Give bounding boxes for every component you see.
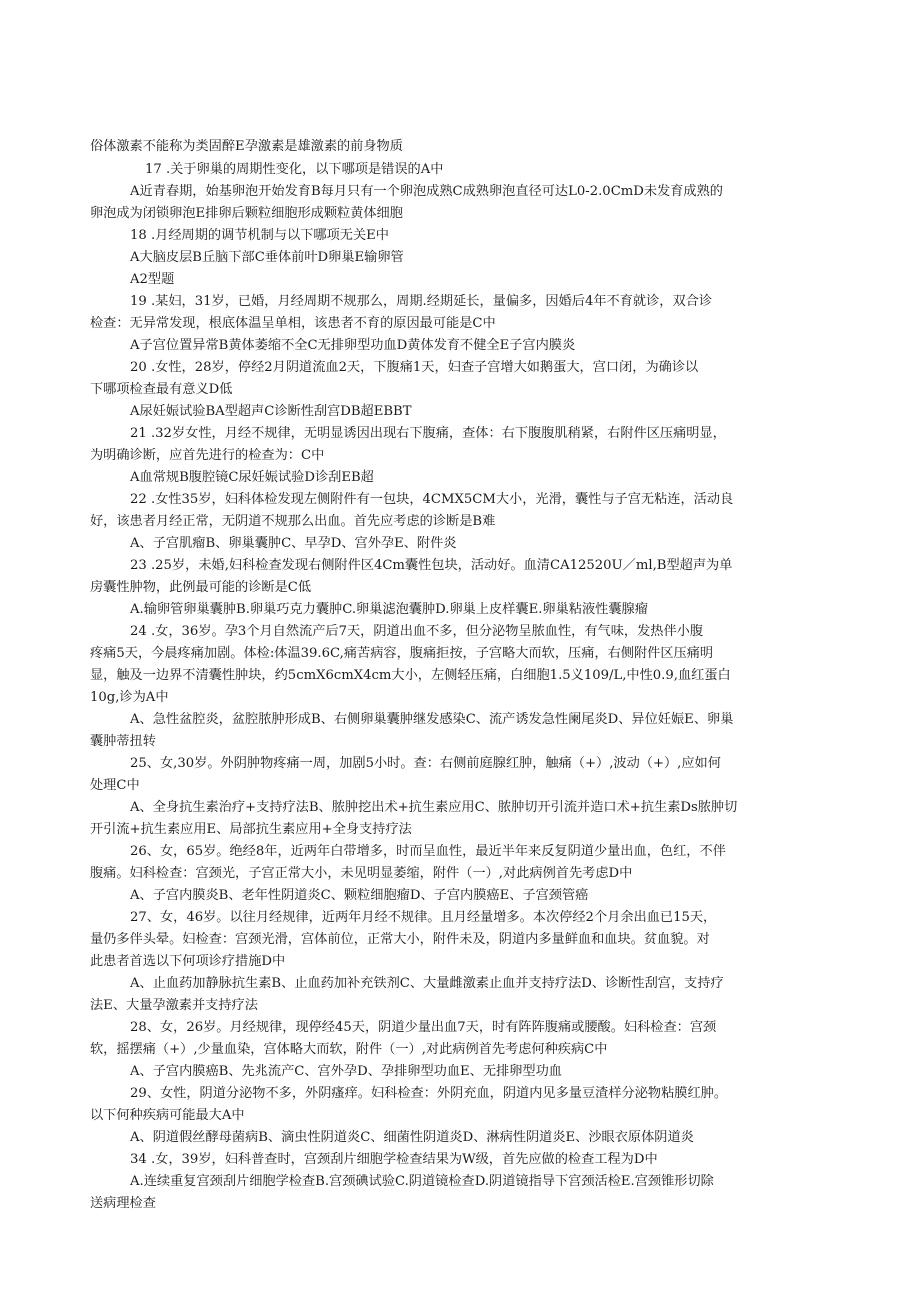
text-line: 疼痛5天，今晨疼痛加剧。体检:体温39.6C,痛苦病容，腹痛拒按，子宫略大而软，压痛，右侧附件区压痛明 xyxy=(90,646,714,661)
text-line: 处理C中 xyxy=(90,778,140,793)
text-line: 27、女，46岁。以往月经规律，近两年月经不规律。且月经量增多。本次停经2个月余出血已15天， xyxy=(130,910,717,925)
text-line: 检查：无异常发现，根底体温呈单相，该患者不育的原因最可能是C中 xyxy=(90,316,496,331)
text-line: 为明确诊断，应首先进行的检查为：C中 xyxy=(90,448,325,463)
text-line: 18 .月经周期的调节机制与以下哪项无关E中 xyxy=(130,228,389,243)
text-line: 腹痛。妇科检查：宫颈光，子宫正常大小，未见明显萎缩，附件（一）,对此病例首先考虑D中 xyxy=(90,866,633,881)
text-line: 俗体激素不能称为类固醉E孕激素是雄激素的前身物质 xyxy=(90,139,403,154)
text-line: 显，触及一边界不清囊性肿块，约5cmX6cmX4cm大小，左侧轻压痛，白细胞1.5义109/L,中性0.9,血红蛋白 xyxy=(90,668,731,683)
text-line: A、急性盆腔炎，盆腔脓肿形成B、右侧卵巢囊肿继发感染C、流产诱发急性阑尾炎D、异位妊娠E、卵巢 xyxy=(130,712,734,727)
text-line: 22 .女性35岁，妇科体检发现左侧附件有一包块，4CMX5CM大小，光滑，囊性与子宫无粘连，活动良 xyxy=(130,492,734,507)
text-line: 10g,诊为A中 xyxy=(90,690,169,705)
text-line: 25、女,30岁。外阴肿物疼痛一周，加剧5小时。查：右侧前庭腺红肿，触痛（+）,波动（+）,应如何 xyxy=(130,756,721,771)
text-line: 量仍多伴头晕。妇检查：宫颈光滑，宫体前位，正常大小，附件未及，阴道内多量鲜血和血块。贫血貌。对 xyxy=(90,932,710,947)
text-line: 开引流+抗生素应用E、局部抗生素应用+全身支持疗法 xyxy=(90,822,412,837)
text-line: 29、女性，阴道分泌物不多，外阴瘙痒。妇科检查：外阴充血，阴道内见多量豆渣样分泌物粘膜红肿。 xyxy=(130,1086,728,1101)
text-line: A大脑皮层B丘脑下部C垂体前叶D卵巢E输卵管 xyxy=(130,250,404,265)
text-line: 17 .关于卵巢的周期性变化，以下哪项是错误的A中 xyxy=(145,162,444,177)
text-line: A近青春期，始基卵泡开始发育B每月只有一个卵泡成熟C成熟卵泡直径可达L0-2.0CmD未发育成熟的 xyxy=(130,184,723,199)
text-line: 法E、大量孕激素并支持疗法 xyxy=(90,998,258,1013)
text-line: A、止血药加静脉抗生素B、止血药加补充铁剂C、大量雌激素止血并支持疗法D、诊断性刮宫，支持疗 xyxy=(130,976,724,991)
text-line: 卵泡成为闭锁卵泡E排卵后颗粒细胞形成颗粒黄体细胞 xyxy=(90,206,403,221)
text-line: 23 .25岁，未婚,妇科检查发现右侧附件区4Cm囊性包块，活动好。血清CA12520U／ml,B型超声为单 xyxy=(130,558,733,573)
text-line: 好，该患者月经正常，无阴道不规那么出血。首先应考虑的诊断是B难 xyxy=(90,514,496,529)
text-line: 送病理检查 xyxy=(90,1196,156,1211)
text-line: 19 .某妇，31岁，已婚，月经周期不规那么，周期.经期延长，量偏多，因婚后4年不育就诊，双合诊 xyxy=(130,294,713,309)
text-line: 24 .女，36岁。孕3个月自然流产后7天，阴道出血不多，但分泌物呈脓血性，有气味，发热伴小腹 xyxy=(130,624,704,639)
text-line: 26、女，65岁。绝经8年，近两年白带增多，时而呈血性，最近半年来反复阴道少量出血，色红，不伴 xyxy=(130,844,726,859)
text-line: A、全身抗生素治疗+支持疗法B、脓肿挖出术+抗生素应用C、脓肿切开引流并造口术+抗生素Ds脓肿切 xyxy=(130,800,738,815)
text-line: A2型题 xyxy=(130,272,175,287)
text-line: A、子宫肌瘤B、卵巢囊肿C、早孕D、宫外孕E、附件炎 xyxy=(130,536,457,551)
text-line: 34 .女，39岁，妇科普查时，宫颈刮片细胞学检查结果为W级，首先应做的检查工程为D中 xyxy=(130,1152,658,1167)
text-line: A.输卵管卵巢囊肿B.卵巢巧克力囊肿C.卵巢滤泡囊肿D.卵巢上皮样囊E.卵巢粘液性囊腺瘤 xyxy=(130,602,648,617)
text-line: 囊肿蒂扭转 xyxy=(90,734,156,749)
text-line: 此患者首选以下何项诊疗措施D中 xyxy=(90,954,286,969)
text-line: A子宫位置异常B黄体萎缩不全C无排卵型功血D黄体发育不健全E子宫内膜炎 xyxy=(130,338,576,353)
text-line: A、子宫内膜炎B、老年性阴道炎C、颗粒细胞瘤D、子宫内膜癌E、子宫颈管癌 xyxy=(130,888,589,903)
text-line: 20 .女性，28岁，停经2月阴道流血2天，下腹痛1天，妇查子宫增大如鹅蛋大，宫口闭，为确诊以 xyxy=(130,360,699,375)
text-line: 28、女，26岁。月经规律，现停经45天，阴道少量出血7天，时有阵阵腹痛或腰酸。妇科检查：宫颈 xyxy=(130,1020,717,1035)
text-line: A、阴道假丝酵母菌病B、滴虫性阴道炎C、细菌性阴道炎D、淋病性阴道炎E、沙眼衣原体阴道炎 xyxy=(130,1130,694,1145)
text-line: 以下何种疾病可能最大A中 xyxy=(90,1108,245,1123)
text-line: 软，摇摆痛（+）,少量血染，宫体略大而软，附件（一）,对此病例首先考虑何种疾病C中 xyxy=(90,1042,608,1057)
text-line: A.连续重复宫颈刮片细胞学检查B.宫颈碘试验C.阴道镜检查D.阴道镜指导下宫颈活检E.宫颈锥形切除 xyxy=(130,1174,714,1189)
text-line: 房囊性肿物，此例最可能的诊断是C低 xyxy=(90,580,312,595)
text-line: A血常规B腹腔镜C尿妊娠试验D诊刮EB超 xyxy=(130,470,374,485)
text-line: 21 .32岁女性，月经不规律，无明显诱因出现右下腹痛，查体：右下腹腹肌稍紧，右附件区压痛明显， xyxy=(130,426,726,441)
text-line: A、子宫内膜癌B、先兆流产C、宫外孕D、孕排卵型功血E、无排卵型功血 xyxy=(130,1064,562,1079)
text-line: 下哪项检查最有意义D低 xyxy=(90,382,233,397)
text-line: A尿妊娠试验BA型超声C诊断性刮宫DB超EBBT xyxy=(130,404,412,419)
